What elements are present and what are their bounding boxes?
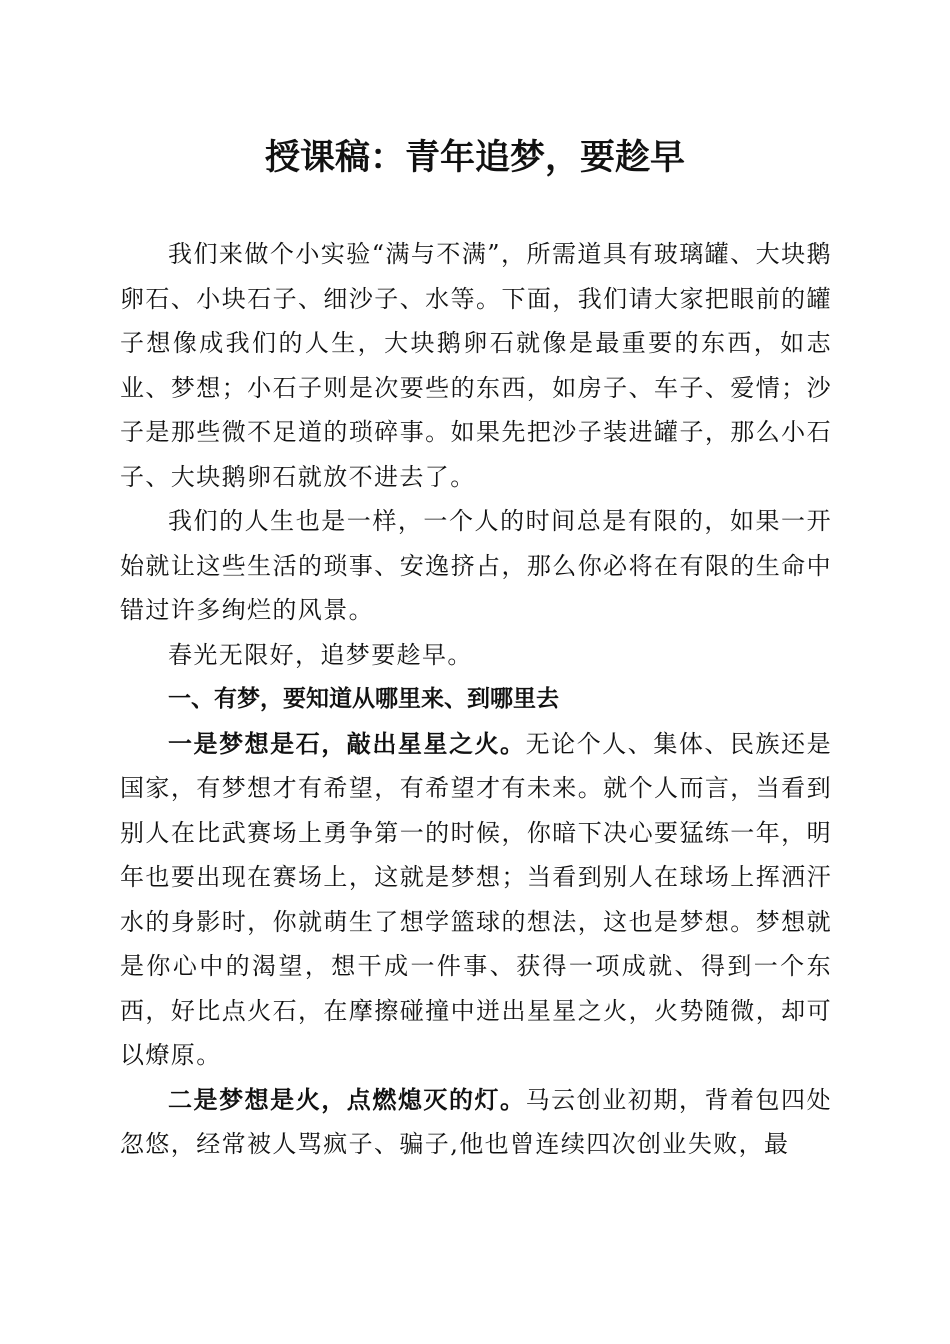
paragraph-dream-stone <box>120 722 832 1078</box>
paragraph-experiment: 我们来做个小实验“满与不满”，所需道具有玻璃罐、大块鹅卵石、小块石子、细沙子、水等。下面，我们请大家把眼前的罐子想像成我们的人生，大块鹅卵石就像是最重要的东西，如志业、梦想；小石子则是次要些的东西，如房子、车子、爱情；沙子是那些微不足道的琐碎事。如果先把沙子装进罐子，那么小石子、大块鹅卵石就放不进去了。 <box>120 240 832 491</box>
paragraph-body-text: 无论个人、集体、民族还是国家，有梦想才有希望，有希望才有未来。就个人而言，当看到别人在比武赛场上勇争第一的时候，你暗下决心要猛练一年，明年也要出现在赛场上，这就是梦想；当看到别人在球场上挥洒汗水的身影时，你就萌生了想学篮球的想法，这也是梦想。梦想就是你心中的渴望，想干成一件事、获得一项成就、得到一个东西，好比点火石，在摩擦碰撞中迸出星星之火，火势随微，却可以燎原。 <box>120 729 832 1069</box>
paragraph-dream-fire <box>120 1078 832 1167</box>
section-heading-1: 一、有梦，要知道从哪里来、到哪里去 <box>168 686 559 712</box>
paragraph-spring: 春光无限好，追梦要趁早。 <box>168 640 473 669</box>
document-body <box>120 232 832 1167</box>
paragraph-lead-text: 二是梦想是火，点燃熄灭的灯。 <box>168 1084 526 1114</box>
paragraph-life-limited: 我们的人生也是一样，一个人的时间总是有限的，如果一开始就让这些生活的琐事、安逸挤占，那么你必将在有限的生命中错过许多绚烂的风景。 <box>120 507 832 624</box>
document-title: 授课稿：青年追梦，要趁早 <box>264 137 685 178</box>
paragraph-lead-text: 一是梦想是石，敲出星星之火。 <box>168 728 526 758</box>
paragraph-body-text: 马云创业初期，背着包四处忽悠，经常被人骂疯子、骗子,他也曾连续四次创业失败，最 <box>120 1085 832 1158</box>
